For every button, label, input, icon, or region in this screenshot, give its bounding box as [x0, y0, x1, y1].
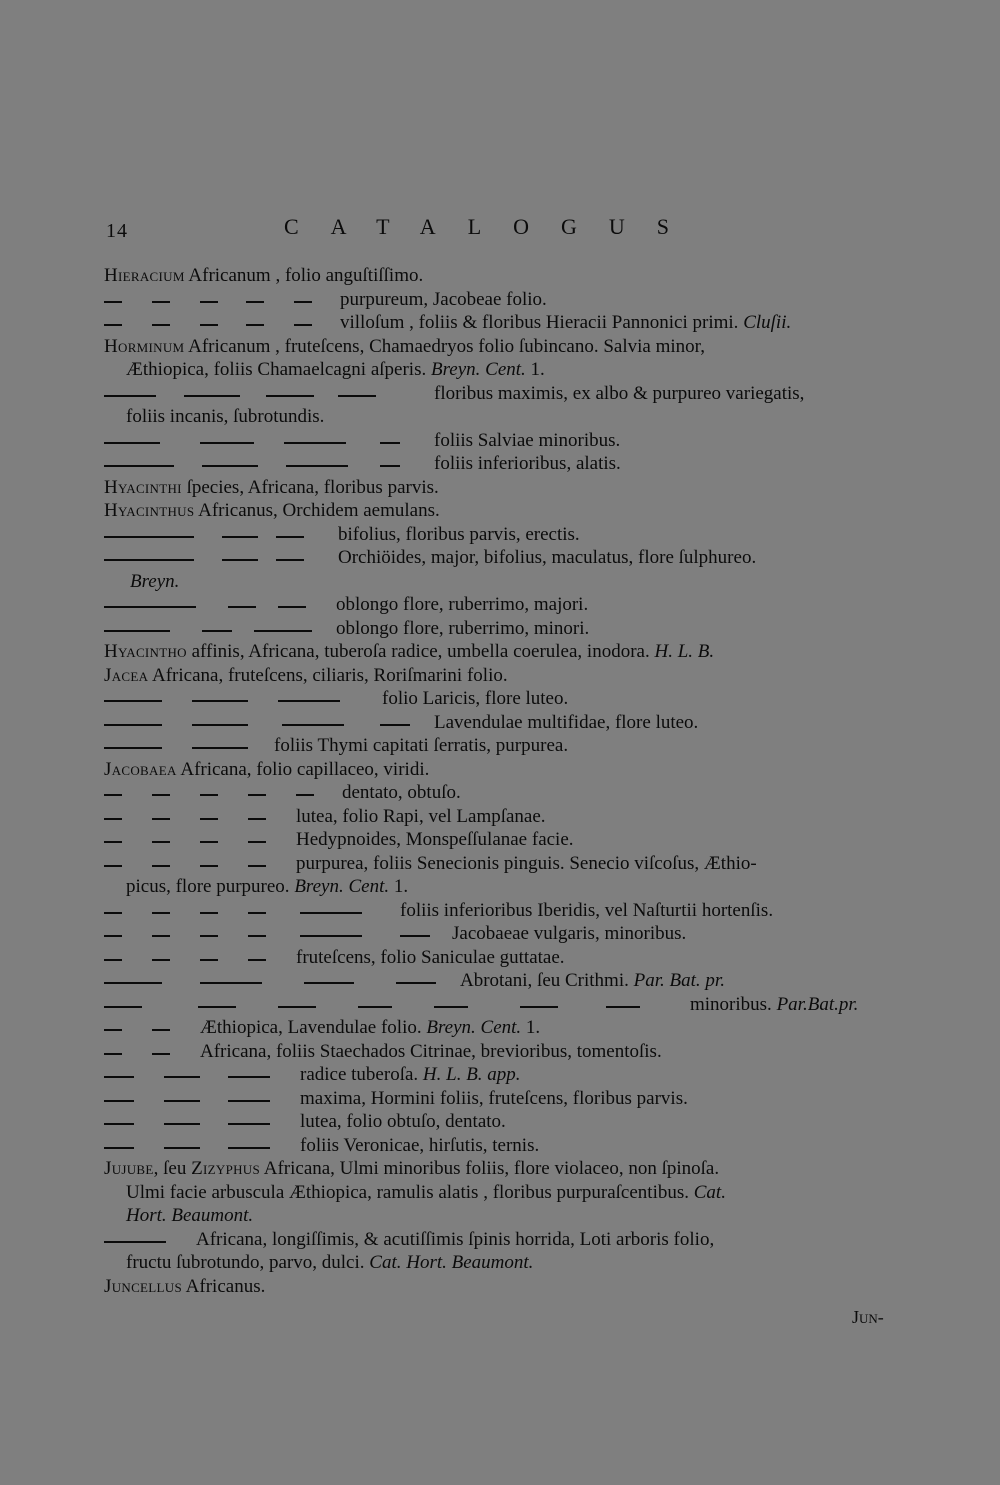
ditto-dash [300, 935, 362, 937]
entry-line [104, 781, 894, 805]
citation-number: 1. [389, 876, 409, 897]
catchword: Jun- [852, 1307, 884, 1327]
ditto-dash [104, 700, 162, 702]
entry-line [104, 382, 894, 406]
ditto-dash [200, 794, 218, 796]
ditto-dash [104, 1100, 134, 1102]
entry-line [104, 476, 894, 500]
ditto-dash [202, 465, 258, 467]
ditto-dash [228, 1123, 270, 1125]
ditto-dash [192, 724, 248, 726]
entry-text: fruteſcens, folio Saniculae guttatae. [296, 946, 565, 968]
ditto-dash [152, 818, 170, 820]
entry-text: dentato, obtuſo. [342, 782, 461, 803]
entry-text: lutea, folio obtuſo, dentato. [300, 1111, 506, 1132]
ditto-dash [104, 935, 122, 937]
citation: Breyn. Cent. [421, 1017, 522, 1038]
entry-text: lutea, folio Rapi, vel Lampſanae. [296, 805, 546, 827]
ditto-dash [228, 1100, 270, 1102]
entry-text: bifolius, floribus parvis, erectis. [338, 523, 580, 545]
ditto-dash [278, 606, 306, 608]
ditto-dash [104, 1029, 122, 1031]
citation: Breyn. Cent. [426, 359, 526, 380]
ditto-dash [248, 794, 266, 796]
ditto-dash [104, 747, 162, 749]
citation: Breyn. [130, 570, 180, 592]
entry-text: foliis Thymi capitati ſerratis, purpurea. [274, 735, 569, 756]
ditto-dash [104, 606, 196, 608]
entry-text: folio Laricis, flore luteo. [382, 688, 569, 709]
citation: Cat. Hort. Beaumont. [364, 1252, 534, 1273]
entry-text: maxima, Hormini foliis, fruteſcens, floribus parvis. [300, 1087, 688, 1109]
ditto-dash [380, 442, 400, 444]
entry-text: Africana, fruteſcens, ciliaris, Roriſmarini folio. [148, 664, 508, 686]
entry-line [104, 993, 894, 1017]
ditto-dash [266, 395, 314, 397]
ditto-dash [276, 536, 304, 538]
entry-line [104, 546, 894, 570]
entry-line [104, 828, 894, 852]
ditto-dash [104, 559, 194, 561]
ditto-dash [520, 1006, 558, 1008]
entry-text: Africana, longiſſimis, & acutiſſimis ſpinis horrida, Loti arboris folio, [196, 1228, 715, 1250]
entry-text: oblongo flore, ruberrimo, majori. [336, 594, 589, 615]
genus-name: Hyacinthi [104, 476, 182, 498]
entry-line [104, 687, 894, 711]
ditto-dash [104, 818, 122, 820]
entry-line [104, 311, 894, 335]
entry-text: Africanum , fruteſcens, Chamaedryos folio ſubincano. Salvia minor, [184, 335, 705, 357]
ditto-dash [254, 630, 312, 632]
ditto-dash [164, 1123, 200, 1125]
ditto-dash [228, 1076, 270, 1078]
entry-text: fructu ſubrotundo, parvo, dulci. [126, 1252, 365, 1273]
ditto-dash [358, 1006, 392, 1008]
entry-text: Africanum , folio anguſtiſſimo. [184, 265, 424, 286]
ditto-dash [152, 912, 170, 914]
ditto-dash [278, 1006, 316, 1008]
citation-number: 1. [521, 1017, 541, 1038]
entry-text: Æthiopica, foliis Chamaelcagni aſperis. [126, 359, 427, 380]
entry-text: Lavendulae multifidae, flore luteo. [434, 711, 699, 733]
ditto-dash [300, 912, 362, 914]
entry-line [104, 1275, 894, 1299]
ditto-dash [222, 536, 258, 538]
ditto-dash [152, 935, 170, 937]
catalogue-entries [104, 264, 894, 1298]
entry-text: Africanus. [181, 1275, 266, 1297]
ditto-dash [200, 301, 218, 303]
ditto-dash [296, 794, 314, 796]
ditto-dash [200, 935, 218, 937]
entry-line [104, 1063, 894, 1087]
entry-text: Africanus, Orchidem aemulans. [194, 500, 440, 521]
page-number: 14 [106, 220, 128, 242]
ditto-dash [104, 395, 156, 397]
ditto-dash [152, 794, 170, 796]
entry-line [104, 1040, 894, 1064]
ditto-dash [152, 1029, 170, 1031]
citation: Cluſii. [738, 312, 792, 333]
ditto-dash [164, 1147, 200, 1149]
ditto-dash [198, 1006, 236, 1008]
citation: Par. Bat. pr. [628, 970, 725, 991]
genus-name: Jacea [104, 664, 149, 686]
entry-line [104, 734, 894, 758]
ditto-dash [104, 912, 122, 914]
ditto-dash [104, 982, 162, 984]
ditto-dash [104, 1053, 122, 1055]
entry-line [104, 1181, 894, 1205]
genus-name: Juncellus [104, 1275, 182, 1297]
entry-text: picus, flore purpureo. [126, 876, 290, 897]
ditto-dash [380, 465, 400, 467]
entry-text: Orchiöides, major, bifolius, maculatus, flore ſulphureo. [338, 547, 757, 568]
ditto-dash [276, 559, 304, 561]
ditto-dash [104, 301, 122, 303]
citation-number: 1. [525, 359, 545, 380]
ditto-dash [304, 982, 354, 984]
entry-text: Africana, foliis Staechados Citrinae, brevioribus, tomentoſis. [200, 1040, 662, 1062]
genus-name: Jujube [104, 1158, 154, 1179]
entry-line [104, 711, 894, 735]
ditto-dash [200, 982, 262, 984]
ditto-dash [396, 982, 436, 984]
ditto-dash [200, 818, 218, 820]
ditto-dash [434, 1006, 468, 1008]
ditto-dash [200, 959, 218, 961]
entry-line [104, 875, 894, 899]
ditto-dash [284, 442, 346, 444]
entry-line [104, 1157, 894, 1181]
entry-line [104, 358, 894, 382]
ditto-dash [248, 841, 266, 843]
ditto-dash [202, 630, 232, 632]
entry-text: ſpecies, Africana, floribus parvis. [181, 476, 439, 498]
entry-line [104, 1251, 894, 1275]
genus-name: Horminum [104, 335, 185, 357]
entry-line [104, 429, 894, 453]
ditto-dash [152, 841, 170, 843]
entry-line [104, 664, 894, 688]
entry-text: foliis incanis, ſubrotundis. [126, 406, 325, 427]
entry-line [104, 805, 894, 829]
entry-line [104, 499, 894, 523]
ditto-dash [192, 700, 248, 702]
entry-text: Hedypnoides, Monspeſſulanae facie. [296, 829, 574, 850]
ditto-dash [104, 1123, 134, 1125]
entry-text: Ulmi facie arbuscula Æthiopica, ramulis alatis , floribus purpuraſcentibus. [126, 1181, 689, 1203]
entry-text: affinis, Africana, tuberoſa radice, umbella coerulea, inodora. [186, 641, 650, 662]
entry-line [104, 1087, 894, 1111]
ditto-dash [152, 301, 170, 303]
entry-text: oblongo flore, ruberrimo, minori. [336, 617, 590, 639]
ditto-dash [104, 1076, 134, 1078]
ditto-dash [184, 395, 240, 397]
ditto-dash [104, 442, 160, 444]
entry-line [104, 452, 894, 476]
ditto-dash [164, 1100, 200, 1102]
ditto-dash [286, 465, 348, 467]
entry-line [104, 946, 894, 970]
entry-line [104, 335, 894, 359]
entry-line [104, 899, 894, 923]
ditto-dash [278, 700, 340, 702]
ditto-dash [104, 1006, 142, 1008]
ditto-dash [246, 324, 264, 326]
ditto-dash [192, 747, 248, 749]
entry-text: purpureum, Jacobeae folio. [340, 288, 547, 310]
ditto-dash [228, 606, 256, 608]
genus-name: Zizyphus [191, 1158, 261, 1179]
entry-line [104, 1016, 894, 1040]
entry-line [104, 264, 894, 288]
genus-name: Jacobaea [104, 758, 177, 780]
entry-line [104, 1110, 894, 1134]
entry-text: , ſeu [153, 1158, 192, 1179]
ditto-dash [104, 536, 194, 538]
ditto-dash [200, 841, 218, 843]
ditto-dash [400, 935, 430, 937]
ditto-dash [200, 442, 254, 444]
ditto-dash [104, 959, 122, 961]
genus-name: Hieracium [104, 265, 185, 286]
citation: Breyn. Cent. [289, 876, 390, 897]
ditto-dash [104, 1147, 134, 1149]
ditto-dash [248, 818, 266, 820]
ditto-dash [246, 301, 264, 303]
ditto-dash [338, 395, 376, 397]
entry-text: foliis Salviae minoribus. [434, 429, 621, 451]
entry-line [104, 969, 894, 993]
entry-line [104, 758, 894, 782]
entry-line [104, 570, 894, 594]
ditto-dash [200, 324, 218, 326]
ditto-dash [228, 1147, 270, 1149]
entry-line [104, 1228, 894, 1252]
entry-text: minoribus. [690, 993, 772, 1015]
ditto-dash [152, 959, 170, 961]
entry-text: floribus maximis, ex albo & purpureo variegatis, [434, 382, 805, 404]
running-title: CATALOGUS [284, 214, 702, 239]
ditto-dash [200, 912, 218, 914]
entry-text: foliis inferioribus, alatis. [434, 453, 621, 474]
citation: H. L. B. [649, 641, 715, 662]
ditto-dash [294, 301, 312, 303]
entry-line [104, 288, 894, 312]
ditto-dash [380, 724, 410, 726]
ditto-dash [152, 1053, 170, 1055]
ditto-dash [606, 1006, 640, 1008]
entry-line [104, 640, 894, 664]
genus-name: Hyacintho [104, 641, 187, 662]
ditto-dash [104, 794, 122, 796]
entry-line [104, 593, 894, 617]
ditto-dash [248, 865, 266, 867]
ditto-dash [104, 324, 122, 326]
entry-text: Æthiopica, Lavendulae folio. [200, 1017, 422, 1038]
citation: Hort. Beaumont. [126, 1205, 254, 1226]
entry-text: Abrotani, ſeu Crithmi. [460, 970, 629, 991]
ditto-dash [164, 1076, 200, 1078]
ditto-dash [282, 724, 344, 726]
entry-text: Jacobaeae vulgaris, minoribus. [452, 923, 687, 944]
entry-line [104, 1134, 894, 1158]
entry-text: Africana, Ulmi minoribus foliis, flore violaceo, non ſpinoſa. [260, 1158, 720, 1179]
ditto-dash [152, 865, 170, 867]
citation: Par.Bat.pr. [771, 993, 859, 1015]
entry-line [104, 922, 894, 946]
entry-line [104, 523, 894, 547]
ditto-dash [104, 841, 122, 843]
ditto-dash [104, 465, 174, 467]
entry-line [104, 405, 894, 429]
entry-line [104, 852, 894, 876]
entry-text: foliis inferioribus Iberidis, vel Naſturtii hortenſis. [400, 899, 774, 921]
genus-name: Hyacinthus [104, 500, 195, 521]
ditto-dash [104, 724, 162, 726]
entry-line [104, 1204, 894, 1228]
entry-line [104, 617, 894, 641]
ditto-dash [104, 630, 170, 632]
ditto-dash [248, 912, 266, 914]
ditto-dash [248, 959, 266, 961]
entry-text: radice tuberoſa. [300, 1064, 419, 1085]
ditto-dash [152, 324, 170, 326]
entry-text: purpurea, foliis Senecionis pinguis. Senecio viſcoſus, Æthio- [296, 852, 757, 874]
entry-text: villoſum , foliis & floribus Hieracii Pannonici primi. [340, 312, 739, 333]
entry-text: foliis Veronicae, hirſutis, ternis. [300, 1134, 540, 1156]
citation: Cat. [689, 1181, 726, 1203]
ditto-dash [222, 559, 258, 561]
ditto-dash [248, 935, 266, 937]
ditto-dash [200, 865, 218, 867]
ditto-dash [294, 324, 312, 326]
citation: H. L. B. app. [418, 1064, 521, 1085]
ditto-dash [104, 1241, 166, 1243]
entry-text: Africana, folio capillaceo, viridi. [176, 758, 430, 780]
ditto-dash [104, 865, 122, 867]
